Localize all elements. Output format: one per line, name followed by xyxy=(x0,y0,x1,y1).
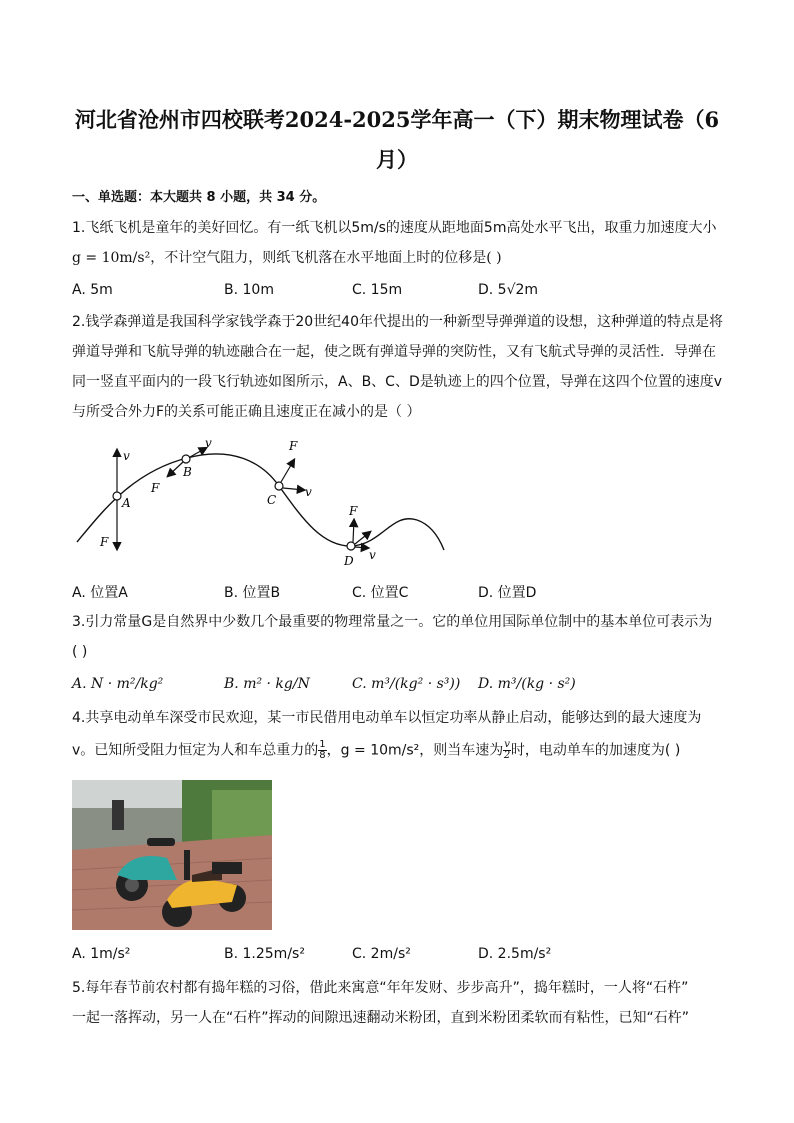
q1-line-1: 1.飞纸飞机是童年的美好回忆。有一纸飞机以5m/s的速度从距地面5m高处水平飞出，取重力加速度大小 xyxy=(72,220,717,236)
q4-option-d[interactable]: D. 2.5m/s² xyxy=(478,946,552,962)
label-b-f: F xyxy=(151,481,160,495)
q4-fraction-half-v: $\frac{v}{2}$ xyxy=(503,739,511,761)
label-d-v: v xyxy=(369,548,376,562)
label-c: C xyxy=(267,493,277,507)
q1-option-d[interactable]: D. 5√2m xyxy=(478,282,539,298)
point-d xyxy=(347,542,355,550)
label-d: D xyxy=(344,554,354,568)
q2-option-c[interactable]: C. 位置C xyxy=(352,585,409,601)
section-heading: 一、单选题：本大题共 8 小题，共 34 分。 xyxy=(72,190,326,205)
q2-options xyxy=(72,582,722,602)
q5-line-2: 一起一落挥动，另一人在“石杵”挥动的间隙迅速翻动米粉团，直到米粉团柔软而有粘性，已知“石杵” xyxy=(72,1010,690,1026)
q4-options xyxy=(72,946,722,966)
point-c xyxy=(275,482,283,490)
q3-option-d[interactable]: D. m³/(kg · s²) xyxy=(478,676,576,692)
page-title xyxy=(60,100,734,180)
q4-line-2-c: 时，电动单车的加速度为( ) xyxy=(510,742,681,759)
q1-line-2: g = 10m/s²，不计空气阻力，则纸飞机落在水平地面上时的位移是( ) xyxy=(72,250,502,266)
q4-option-a[interactable]: A. 1m/s² xyxy=(72,946,131,962)
trajectory-curve xyxy=(77,454,444,550)
q1-option-c[interactable]: C. 15m xyxy=(352,282,403,298)
q4-option-c[interactable]: C. 2m/s² xyxy=(352,946,411,962)
label-d-f: F xyxy=(349,504,358,518)
q3-line-1: 3.引力常量G是自然界中少数几个最重要的物理常量之一。它的单位用国际单位制中的基本单位可表示为 xyxy=(72,614,713,630)
label-a-f: F xyxy=(100,535,109,549)
q1-option-a[interactable]: A. 5m xyxy=(72,282,113,298)
q4-option-b[interactable]: B. 1.25m/s² xyxy=(224,946,305,962)
q2-line-3: 同一竖直平面内的一段飞行轨迹如图所示，A、B、C、D是轨迹上的四个位置，导弹在这四个位置的速度v xyxy=(72,374,723,390)
q1-option-b[interactable]: B. 10m xyxy=(224,282,274,298)
e-bike-photo xyxy=(72,780,272,930)
q2-line-1: 2.钱学森弹道是我国科学家钱学森于20世纪40年代提出的一种新型导弹弹道的设想，这种弹道的特点是将 xyxy=(72,314,723,330)
label-a-v: v xyxy=(123,449,130,463)
q4-line-2-b: ，g = 10m/s²，则当车速为 xyxy=(326,742,504,759)
point-a xyxy=(113,492,121,500)
q2-option-d[interactable]: D. 位置D xyxy=(478,585,537,601)
q3-option-a[interactable]: A. N · m²/kg² xyxy=(72,676,164,692)
q4-line-1: 4.共享电动单车深受市民欢迎，某一市民借用电动单车以恒定功率从静止启动，能够达到的最大速度为 xyxy=(72,710,702,726)
q2-line-4: 与所受合外力F的关系可能正确且速度正在减小的是（ ） xyxy=(72,404,421,420)
label-b-v: v xyxy=(205,436,212,450)
point-b xyxy=(182,455,190,463)
q4-line-2-a: v。已知所受阻力恒定为人和车总重力的 xyxy=(72,742,319,759)
q1-options xyxy=(72,282,722,302)
q2-option-b[interactable]: B. 位置B xyxy=(224,585,281,601)
q3-option-b[interactable]: B. m² · kg/N xyxy=(224,676,310,692)
q4-line-2 xyxy=(72,740,722,761)
q4-fraction-one-eighth: $\frac{1}{8}$ xyxy=(319,739,326,761)
q3-line-2: ( ) xyxy=(72,644,88,660)
q2-option-a[interactable]: A. 位置A xyxy=(72,585,128,601)
label-c-f: F xyxy=(289,439,298,453)
label-c-v: v xyxy=(305,485,312,499)
title-line-2: 月） xyxy=(376,147,418,172)
q5-line-1: 5.每年春节前农村都有捣年糕的习俗，借此来寓意“年年发财、步步高升”，捣年糕时，一人将“石杵” xyxy=(72,980,689,996)
label-b: B xyxy=(183,465,192,479)
q2-line-2: 弹道导弹和飞航导弹的轨迹融合在一起，使之既有弹道导弹的突防性，又有飞航式导弹的灵活性．导弹在 xyxy=(72,344,716,360)
label-a: A xyxy=(122,496,131,510)
q3-option-c[interactable]: C. m³/(kg² · s³)) xyxy=(352,676,461,692)
title-line-1: 河北省沧州市四校联考2024-2025学年高一（下）期末物理试卷（6 xyxy=(74,107,720,132)
trajectory-diagram xyxy=(72,432,452,570)
q3-options xyxy=(72,676,722,696)
